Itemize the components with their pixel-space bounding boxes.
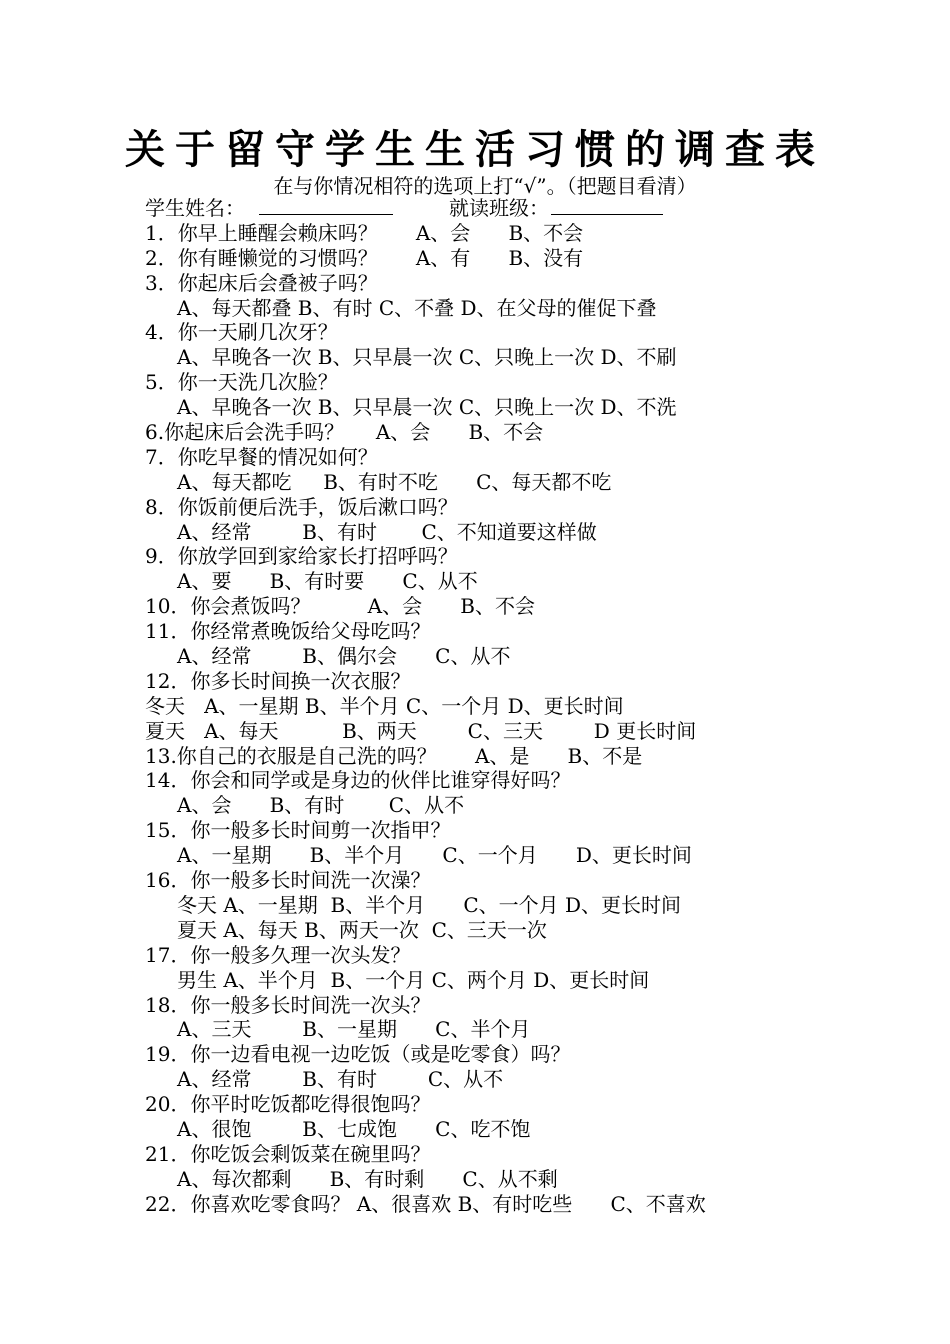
options-line: A、三天 B、一星期 C、半个月	[177, 1017, 531, 1042]
options-line: A、一星期 B、半个月 C、一个月 D、更长时间	[177, 843, 692, 868]
question-line: 11．你经常煮晚饭给父母吃吗？	[145, 619, 431, 644]
class-blank[interactable]	[551, 196, 663, 215]
question-line: 5．你一天洗几次脸？	[145, 370, 338, 395]
options-line: 夏天 A、每天 B、两天 C、三天 D 更长时间	[145, 718, 697, 743]
question-line: 1．你早上睡醒会赖床吗？ A、会 B、不会	[145, 220, 584, 245]
question-line: 21．你吃饭会剩饭菜在碗里吗？	[145, 1141, 431, 1166]
options-line: A、会 B、有时 C、从不	[177, 793, 465, 818]
question-line: 18．你一般多长时间洗一次头？	[145, 992, 431, 1017]
question-line: 15．你一般多长时间剪一次指甲？	[145, 818, 451, 843]
question-line: 10．你会煮饭吗？ A、会 B、不会	[145, 594, 535, 619]
options-line: 夏天 A、每天 B、两天一次 C、三天一次	[177, 917, 547, 942]
student-name-label: 学生姓名：	[145, 196, 245, 220]
question-line: 20．你平时吃饭都吃得很饱吗？	[145, 1092, 431, 1117]
question-line: 12．你多长时间换一次衣服？	[145, 668, 411, 693]
options-line: A、早晚各一次 B、只早晨一次 C、只晚上一次 D、不刷	[177, 345, 677, 370]
question-line: 16．你一般多长时间洗一次澡？	[145, 868, 431, 893]
question-line: 6.你起床后会洗手吗？ A、会 B、不会	[145, 420, 544, 445]
question-line: 22．你喜欢吃零食吗？ A、很喜欢 B、有时吃些 C、不喜欢	[145, 1191, 706, 1216]
options-line: A、每次都剩 B、有时剩 C、从不剩	[177, 1166, 558, 1191]
survey-content	[145, 196, 925, 1217]
question-line: 3．你起床后会叠被子吗？	[145, 270, 378, 295]
options-line: 冬天 A、一星期 B、半个月 C、一个月 D、更长时间	[177, 892, 682, 917]
options-line: 男生 A、半个月 B、一个月 C、两个月 D、更长时间	[177, 967, 650, 992]
options-line: A、早晚各一次 B、只早晨一次 C、只晚上一次 D、不洗	[177, 395, 677, 420]
question-line: 14．你会和同学或是身边的伙伴比谁穿得好吗？	[145, 768, 571, 793]
options-line: 冬天 A、一星期 B、半个月 C、一个月 D、更长时间	[145, 693, 624, 718]
question-line: 13.你自己的衣服是自己洗的吗？ A、是 B、不是	[145, 743, 643, 768]
question-line: 4．你一天刷几次牙？	[145, 320, 338, 345]
question-line: 2．你有睡懒觉的习惯吗？ A、有 B、没有	[145, 245, 584, 270]
question-line: 9．你放学回到家给家长打招呼吗？	[145, 544, 458, 569]
instruction-text: 在与你情况相符的选项上打“√”。（把题目看清）	[273, 174, 697, 198]
question-line: 8．你饭前便后洗手，饭后漱口吗？	[145, 494, 458, 519]
options-line: A、经常 B、有时 C、从不	[177, 1067, 504, 1092]
question-line: 7．你吃早餐的情况如何？	[145, 444, 378, 469]
options-line: A、每天都叠 B、有时 C、不叠 D、在父母的催促下叠	[177, 295, 657, 320]
options-line: A、要 B、有时要 C、从不	[177, 569, 478, 594]
class-label: 就读班级：	[449, 196, 549, 220]
options-line: A、经常 B、偶尔会 C、从不	[177, 644, 511, 669]
options-line: A、经常 B、有时 C、不知道要这样做	[177, 519, 597, 544]
student-info-row	[145, 196, 925, 221]
question-line: 19．你一边看电视一边吃饭（或是吃零食）吗？	[145, 1042, 571, 1067]
page-title: 关于留守学生生活习惯的调查表	[125, 126, 825, 173]
options-line: A、很饱 B、七成饱 C、吃不饱	[177, 1116, 531, 1141]
student-name-blank[interactable]	[259, 196, 393, 215]
options-line: A、每天都吃 B、有时不吃 C、每天都不吃	[177, 469, 612, 494]
question-line: 17．你一般多久理一次头发？	[145, 942, 411, 967]
